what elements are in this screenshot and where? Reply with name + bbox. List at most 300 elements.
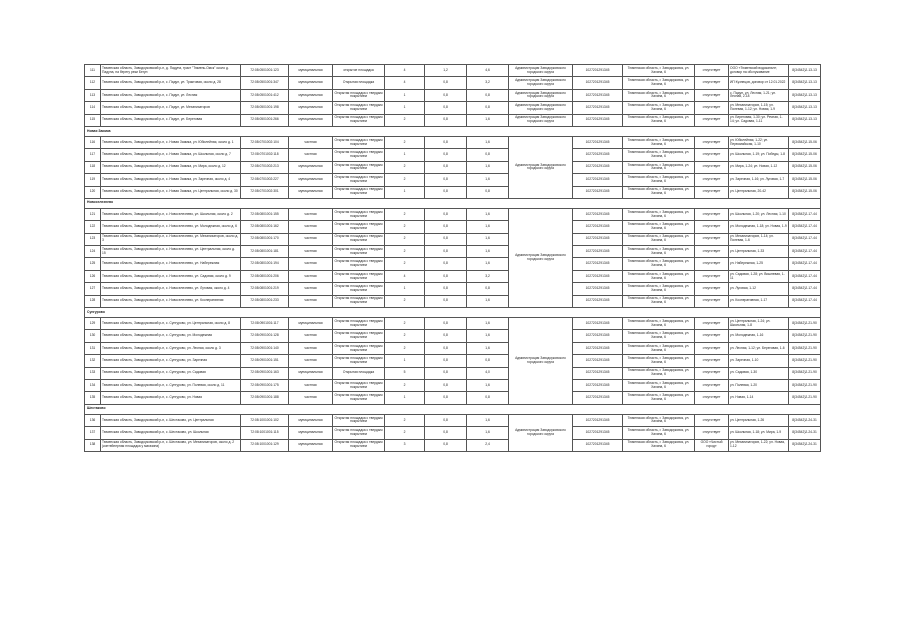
address-cell: Тюменская область, Заводоуковский р-н, с. Новоселезнево, ул. Школьная, около д. 2 (101, 208, 241, 220)
owner-address-cell: Тюменская область, г. Заводоуковск, ул. Хахина, 6 (623, 270, 695, 282)
owner-org-cell: Администрация Заводоуковского городского округа (509, 114, 573, 126)
status-cell: отсутствует (695, 342, 729, 354)
section-row (85, 126, 821, 136)
site-type-cell: Открытая площадка с твердым покрытием (333, 283, 385, 295)
owner-org-cell: Администрация Заводоуковского городского округа (509, 318, 573, 405)
volume-cell: 0,8 (425, 392, 467, 404)
total-volume-cell: 1,6 (467, 342, 509, 354)
ownership-cell: муниципальная (289, 174, 333, 186)
table-row (85, 136, 821, 148)
volume-cell: 1,2 (425, 65, 467, 77)
table-row (85, 439, 821, 451)
total-volume-cell: 1,6 (467, 330, 509, 342)
address-cell: Тюменская область, Заводоуковский р-н, д. Падуна, тракт "Тюмень-Омск" около д. Падуна, на берегу реки Бегун (101, 65, 241, 77)
phone-cell: 8(34542)2-15-06 (789, 186, 821, 198)
owner-address-cell: Тюменская область, г. Заводоуковск, ул. Хахина, 6 (623, 330, 695, 342)
status-cell: отсутствует (695, 186, 729, 198)
owner-address-cell: Тюменская область, г. Заводоуковск, ул. Хахина, 6 (623, 283, 695, 295)
ogrn-cell: 1027201291345 (573, 439, 623, 451)
ogrn-cell: 1027201291345 (573, 342, 623, 354)
owner-address-cell: Тюменская область, г. Заводоуковск, ул. Хахина, 6 (623, 208, 695, 220)
phone-cell: 8(34542)2-17-44 (789, 295, 821, 307)
container-count-cell: 2 (385, 114, 425, 126)
container-count-cell: 2 (385, 233, 425, 245)
owner-org-cell: Администрация Заводоуковского городского округа (509, 208, 573, 307)
owner-org-cell: Администрация Заводоуковского городского округа (509, 89, 573, 101)
total-volume-cell: 1,6 (467, 318, 509, 330)
row-number: 135 (85, 392, 101, 404)
ogrn-cell: 1027201291345 (573, 89, 623, 101)
container-count-cell: 2 (385, 221, 425, 233)
cadastral-number-cell: 72:08:0501001:123 (241, 65, 289, 77)
table-row (85, 149, 821, 161)
served-objects-cell: ул. Механизаторов, 1-22; ул. Новая, 1-12 (729, 439, 789, 451)
address-cell: Тюменская область, Заводоуковский р-н, с. Новая Заимка, ул. Центральная, около д. 30 (101, 186, 241, 198)
phone-cell: 8(34542)2-13-13 (789, 89, 821, 101)
volume-cell: 0,8 (425, 258, 467, 270)
site-type-cell: Открытая площадка (333, 367, 385, 379)
table-row (85, 208, 821, 220)
cadastral-number-cell: 72:08:1001001:102 (241, 414, 289, 426)
ogrn-cell: 1027201291345 (573, 246, 623, 258)
ownership-cell: муниципальная (289, 102, 333, 114)
ogrn-cell: 1027201291345 (573, 136, 623, 148)
table-row (85, 283, 821, 295)
ogrn-cell: 1027201291345 (573, 221, 623, 233)
status-cell: отсутствует (695, 149, 729, 161)
served-objects-cell: ИП Кузнецов, договор от 12.01.2022 (729, 77, 789, 89)
address-cell: Тюменская область, Заводоуковский р-н, с. Падун, ул. Лесная (101, 89, 241, 101)
status-cell: отсутствует (695, 77, 729, 89)
owner-address-cell: Тюменская область, г. Заводоуковск, ул. Хахина, 6 (623, 233, 695, 245)
phone-cell: 8(34542)2-21-90 (789, 367, 821, 379)
total-volume-cell: 3,2 (467, 270, 509, 282)
phone-cell: 8(34542)2-17-44 (789, 233, 821, 245)
owner-org-cell: Администрация Заводоуковского городского округа (509, 65, 573, 77)
ogrn-cell: 1027201291345 (573, 233, 623, 245)
ownership-cell: муниципальная (289, 77, 333, 89)
address-cell: Тюменская область, Заводоуковский р-н, с. Шестаково, ул. Центральная (101, 414, 241, 426)
status-cell: отсутствует (695, 65, 729, 77)
site-type-cell: Открытая площадка с твердым покрытием (333, 114, 385, 126)
address-cell: Тюменская область, Заводоуковский р-н, с. Новоселезнево, ул. Садовая, около д. 9 (101, 270, 241, 282)
ownership-cell: частная (289, 379, 333, 391)
table-row (85, 367, 821, 379)
phone-cell: 8(34542)2-13-13 (789, 114, 821, 126)
cadastral-number-cell: 72:08:0701002:104 (241, 136, 289, 148)
ownership-cell: частная (289, 149, 333, 161)
ownership-cell: муниципальная (289, 65, 333, 77)
volume-cell: 0,8 (425, 330, 467, 342)
ogrn-cell: 1027201291345 (573, 186, 623, 198)
ogrn-cell: 1027201291345 (573, 295, 623, 307)
served-objects-cell: ул. Садовая, 1-30 (729, 367, 789, 379)
total-volume-cell: 0,8 (467, 283, 509, 295)
ogrn-cell: 1027201291345 (573, 355, 623, 367)
owner-address-cell: Тюменская область, г. Заводоуковск, ул. Хахина, 6 (623, 318, 695, 330)
ownership-cell: частная (289, 342, 333, 354)
status-cell: отсутствует (695, 318, 729, 330)
owner-address-cell: Тюменская область, г. Заводоуковск, ул. Хахина, 6 (623, 258, 695, 270)
cadastral-number-cell: 72:08:0801001:181 (241, 246, 289, 258)
ogrn-cell: 1027201291345 (573, 161, 623, 173)
served-objects-cell: ул. Лесная, 1-12; ул. Береговая, 1-6 (729, 342, 789, 354)
cadastral-number-cell: 72:08:0801001:170 (241, 233, 289, 245)
table-row (85, 318, 821, 330)
served-objects-cell: ул. Школьная, 1-20; ул. Лесная, 1-10 (729, 208, 789, 220)
phone-cell: 8(34542)2-21-90 (789, 379, 821, 391)
site-type-cell: Открытая площадка (333, 77, 385, 89)
volume-cell: 0,8 (425, 379, 467, 391)
volume-cell: 0,8 (425, 174, 467, 186)
table-row (85, 89, 821, 101)
served-objects-cell: ул. Школьная, 1-19; ул. Победы, 1-8 (729, 149, 789, 161)
row-number: 124 (85, 246, 101, 258)
row-number: 113 (85, 89, 101, 101)
container-count-cell: 2 (385, 246, 425, 258)
served-objects-cell: ул. Садовая, 1-28; ул. Вишневая, 1-11 (729, 270, 789, 282)
ownership-cell: частная (289, 270, 333, 282)
served-objects-cell: ул. Центральная, 1-33 (729, 246, 789, 258)
total-volume-cell: 1,6 (467, 161, 509, 173)
row-number: 132 (85, 355, 101, 367)
total-volume-cell: 0,8 (467, 102, 509, 114)
site-type-cell: Открытая площадка с твердым покрытием (333, 102, 385, 114)
ogrn-cell: 1027201291345 (573, 330, 623, 342)
container-count-cell: 2 (385, 258, 425, 270)
served-objects-cell: ул. Мира, 1-24; ул. Новая, 1-12 (729, 161, 789, 173)
table-row (85, 379, 821, 391)
total-volume-cell: 1,6 (467, 136, 509, 148)
address-cell: Тюменская область, Заводоуковский р-н, с. Новая Заимка, ул. Школьная, около д. 7 (101, 149, 241, 161)
site-type-cell: Открытая площадка с твердым покрытием (333, 379, 385, 391)
row-number: 133 (85, 367, 101, 379)
total-volume-cell: 1,6 (467, 233, 509, 245)
phone-cell: 8(34542)2-21-90 (789, 330, 821, 342)
ownership-cell: муниципальная (289, 114, 333, 126)
served-objects-cell: ул. Механизаторов, 1-15; ул. Полевая, 1-12; ул. Новая, 1-9 (729, 102, 789, 114)
total-volume-cell: 0,8 (467, 186, 509, 198)
section-row (85, 198, 821, 208)
row-number: 136 (85, 414, 101, 426)
site-type-cell: открытое площадка (333, 65, 385, 77)
address-cell: Тюменская область, Заводоуковский р-н, с. Новоселезнево, ул. Центральная, около д. 15 (101, 246, 241, 258)
volume-cell: 0,8 (425, 318, 467, 330)
ownership-cell: частная (289, 330, 333, 342)
row-number: 126 (85, 270, 101, 282)
phone-cell: 8(34542)2-24-31 (789, 439, 821, 451)
ogrn-cell: 1027201291345 (573, 414, 623, 426)
cadastral-number-cell: 72:08:0801001:219 (241, 283, 289, 295)
ownership-cell: частная (289, 208, 333, 220)
row-number: 137 (85, 427, 101, 439)
volume-cell: 0,8 (425, 149, 467, 161)
container-count-cell: 2 (385, 427, 425, 439)
phone-cell: 8(34542)2-24-31 (789, 427, 821, 439)
table-row (85, 65, 821, 77)
container-count-cell: 5 (385, 367, 425, 379)
served-objects-cell: ул. Кооперативная, 1-17 (729, 295, 789, 307)
volume-cell: 0,8 (425, 136, 467, 148)
ogrn-cell: 1027201291345 (573, 258, 623, 270)
container-count-cell: 2 (385, 342, 425, 354)
site-type-cell: Открытая площадка с твердым покрытием (333, 89, 385, 101)
owner-address-cell: Тюменская область, г. Заводоуковск, ул. Хахина, 6 (623, 392, 695, 404)
total-volume-cell: 1,6 (467, 174, 509, 186)
cadastral-number-cell: 72:08:1001001:129 (241, 439, 289, 451)
phone-cell: 8(34542)2-15-06 (789, 149, 821, 161)
ogrn-cell: 1027201291345 (573, 367, 623, 379)
owner-address-cell: Тюменская область, г. Заводоуковск, ул. Хахина, 6 (623, 367, 695, 379)
phone-cell: 8(34542)2-17-44 (789, 221, 821, 233)
site-type-cell: Открытая площадка с твердым покрытием (333, 270, 385, 282)
section-row (85, 404, 821, 414)
owner-address-cell: Тюменская область, г. Заводоуковск, ул. Хахина, 6 (623, 246, 695, 258)
served-objects-cell: ул. Береговая, 1-30; ул. Речная, 1-14; ул. Садовая, 1-11 (729, 114, 789, 126)
owner-address-cell: Тюменская область, г. Заводоуковск, ул. Хахина, 6 (623, 174, 695, 186)
container-count-cell: 1 (385, 149, 425, 161)
total-volume-cell: 1,6 (467, 379, 509, 391)
served-objects-cell: ул. Луговая, 1-12 (729, 283, 789, 295)
owner-address-cell: Тюменская область, г. Заводоуковск, ул. Хахина, 6 (623, 136, 695, 148)
ownership-cell: муниципальная (289, 318, 333, 330)
volume-cell: 0,8 (425, 77, 467, 89)
container-count-cell: 4 (385, 65, 425, 77)
served-objects-cell: ул. Заречная, 1-16; ул. Луговая, 1-7 (729, 174, 789, 186)
container-count-cell: 2 (385, 414, 425, 426)
ogrn-cell: 1027201291345 (573, 65, 623, 77)
total-volume-cell: 1,6 (467, 246, 509, 258)
phone-cell: 8(34542)2-21-90 (789, 392, 821, 404)
cadastral-number-cell: 72:08:0901001:117 (241, 318, 289, 330)
ownership-cell: частная (289, 355, 333, 367)
site-type-cell: Открытая площадка с твердым покрытием (333, 149, 385, 161)
cadastral-number-cell: 72:08:0701002:301 (241, 186, 289, 198)
status-cell: отсутствует (695, 208, 729, 220)
address-cell: Тюменская область, Заводоуковский р-н, с. Шестаково, ул. Школьная (101, 427, 241, 439)
owner-address-cell: Тюменская область, г. Заводоуковск, ул. Хахина, 6 (623, 427, 695, 439)
site-type-cell: Открытая площадка с твердым покрытием (333, 318, 385, 330)
owner-org-cell: Администрация Заводоуковского городского округа (509, 102, 573, 114)
table-row (85, 161, 821, 173)
row-number: 138 (85, 439, 101, 451)
ogrn-cell: 1027201291345 (573, 114, 623, 126)
owner-address-cell: Тюменская область, г. Заводоуковск, ул. Хахина, 6 (623, 186, 695, 198)
cadastral-number-cell: 72:08:0901001:140 (241, 342, 289, 354)
section-title: Сунгурово (85, 308, 821, 318)
owner-address-cell: Тюменская область, г. Заводоуковск, ул. Хахина, 6 (623, 77, 695, 89)
address-cell: Тюменская область, Заводоуковский р-н, с. Сунгурово, ул. Полевая, около д. 11 (101, 379, 241, 391)
ownership-cell: муниципальная (289, 161, 333, 173)
row-number: 112 (85, 77, 101, 89)
container-count-cell: 1 (385, 89, 425, 101)
address-cell: Тюменская область, Заводоуковский р-н, с. Новоселезнево, ул. Луговая, около д. 4 (101, 283, 241, 295)
status-cell: отсутствует (695, 330, 729, 342)
volume-cell: 0,8 (425, 89, 467, 101)
owner-address-cell: Тюменская область, г. Заводоуковск, ул. Хахина, 6 (623, 295, 695, 307)
section-row (85, 308, 821, 318)
container-count-cell: 2 (385, 174, 425, 186)
owner-org-cell: Администрация Заводоуковского городского округа (509, 136, 573, 198)
table-row (85, 330, 821, 342)
ogrn-cell: 1027201291345 (573, 283, 623, 295)
status-cell: отсутствует (695, 174, 729, 186)
table-row (85, 114, 821, 126)
table-row (85, 174, 821, 186)
served-objects-cell: ул. Юбилейная, 1-22; ул. Первомайская, 1-10 (729, 136, 789, 148)
status-cell: отсутствует (695, 136, 729, 148)
phone-cell: 8(34542)2-13-13 (789, 65, 821, 77)
owner-address-cell: Тюменская область, г. Заводоуковск, ул. Хахина, 6 (623, 342, 695, 354)
site-type-cell: Открытая площадка с твердым покрытием (333, 392, 385, 404)
served-objects-cell: ООО «Тюменский водоканал», договор на обслуживание (729, 65, 789, 77)
cadastral-number-cell: 72:08:0901001:175 (241, 379, 289, 391)
ownership-cell: муниципальная (289, 186, 333, 198)
owner-address-cell: Тюменская область, г. Заводоуковск, ул. Хахина, 6 (623, 114, 695, 126)
cadastral-number-cell: 72:08:0901001:163 (241, 367, 289, 379)
owner-address-cell: Тюменская область, г. Заводоуковск, ул. Хахина, 6 (623, 414, 695, 426)
ownership-cell: частная (289, 295, 333, 307)
site-type-cell: Открытая площадка с твердым покрытием (333, 295, 385, 307)
cadastral-number-cell: 72:08:0501001:266 (241, 114, 289, 126)
container-count-cell: 2 (385, 208, 425, 220)
phone-cell: 8(34542)2-15-06 (789, 174, 821, 186)
phone-cell: 8(34542)2-15-06 (789, 161, 821, 173)
phone-cell: 8(34542)2-21-90 (789, 318, 821, 330)
status-cell: отсутствует (695, 89, 729, 101)
status-cell: отсутствует (695, 392, 729, 404)
container-count-cell: 4 (385, 270, 425, 282)
table-row (85, 233, 821, 245)
volume-cell: 0,8 (425, 246, 467, 258)
ogrn-cell: 1027201291345 (573, 174, 623, 186)
address-cell: Тюменская область, Заводоуковский р-н, с. Сунгурово, ул. Заречная (101, 355, 241, 367)
cadastral-number-cell: 72:08:0701002:118 (241, 149, 289, 161)
row-number: 120 (85, 186, 101, 198)
owner-address-cell: Тюменская область, г. Заводоуковск, ул. Хахина, 6 (623, 161, 695, 173)
owner-address-cell: Тюменская область, г. Заводоуковск, ул. Хахина, 6 (623, 65, 695, 77)
container-count-cell: 1 (385, 283, 425, 295)
ownership-cell: частная (289, 258, 333, 270)
ogrn-cell: 1027201291345 (573, 270, 623, 282)
cadastral-number-cell: 72:08:0501001:347 (241, 77, 289, 89)
row-number: 118 (85, 161, 101, 173)
address-cell: Тюменская область, Заводоуковский р-н, с. Сунгурово, ул. Центральная, около д. 8 (101, 318, 241, 330)
address-cell: Тюменская область, Заводоуковский р-н, с. Сунгурово, ул. Новая (101, 392, 241, 404)
table-row (85, 295, 821, 307)
cadastral-number-cell: 72:08:0901001:151 (241, 355, 289, 367)
total-volume-cell: 4,6 (467, 65, 509, 77)
total-volume-cell: 1,6 (467, 208, 509, 220)
address-cell: Тюменская область, Заводоуковский р-н, с. Падун, ул. Береговая (101, 114, 241, 126)
total-volume-cell: 4,0 (467, 367, 509, 379)
volume-cell: 0,8 (425, 367, 467, 379)
cadastral-number-cell: 72:08:0501001:412 (241, 89, 289, 101)
row-number: 134 (85, 379, 101, 391)
owner-address-cell: Тюменская область, г. Заводоуковск, ул. Хахина, 6 (623, 102, 695, 114)
volume-cell: 0,8 (425, 295, 467, 307)
phone-cell: 8(34542)2-17-44 (789, 283, 821, 295)
address-cell: Тюменская область, Заводоуковский р-н, с. Новая Заимка, ул. Мира, около д. 12 (101, 161, 241, 173)
row-number: 121 (85, 208, 101, 220)
address-cell: Тюменская область, Заводоуковский р-н, с. Новоселезнево, ул. Молодежная, около д. 6 (101, 221, 241, 233)
phone-cell: 8(34542)2-21-90 (789, 342, 821, 354)
ownership-cell: частная (289, 136, 333, 148)
site-type-cell: Открытая площадка с твердым покрытием (333, 208, 385, 220)
volume-cell: 0,8 (425, 114, 467, 126)
row-number: 131 (85, 342, 101, 354)
volume-cell: 0,8 (425, 161, 467, 173)
total-volume-cell: 1,6 (467, 427, 509, 439)
status-cell: отсутствует (695, 114, 729, 126)
ownership-cell: муниципальная (289, 89, 333, 101)
total-volume-cell: 1,6 (467, 114, 509, 126)
total-volume-cell: 1,6 (467, 258, 509, 270)
phone-cell: 8(34542)2-13-13 (789, 102, 821, 114)
address-cell: Тюменская область, Заводоуковский р-н, с. Новоселезнево, ул. Кооперативная (101, 295, 241, 307)
owner-org-cell: Администрация Заводоуковского городского округа (509, 414, 573, 451)
served-objects-cell: ул. Механизаторов, 1-14; ул. Полевая, 1-6 (729, 233, 789, 245)
address-cell: Тюменская область, Заводоуковский р-н, с. Падун, ул. Механизаторов (101, 102, 241, 114)
total-volume-cell: 1,6 (467, 221, 509, 233)
row-number: 115 (85, 114, 101, 126)
status-cell: отсутствует (695, 233, 729, 245)
status-cell: отсутствует (695, 102, 729, 114)
site-type-cell: Открытая площадка с твердым покрытием (333, 414, 385, 426)
site-type-cell: Открытая площадка с твердым покрытием (333, 186, 385, 198)
volume-cell: 0,8 (425, 270, 467, 282)
volume-cell: 0,8 (425, 221, 467, 233)
site-type-cell: Открытая площадка с твердым покрытием (333, 221, 385, 233)
row-number: 128 (85, 295, 101, 307)
section-title: Шестаково (85, 404, 821, 414)
row-number: 116 (85, 136, 101, 148)
phone-cell: 8(34542)2-24-31 (789, 414, 821, 426)
ownership-cell: частная (289, 246, 333, 258)
address-cell: Тюменская область, Заводоуковский р-н, с. Новоселезнево, ул. Механизаторов, около д. 3 (101, 233, 241, 245)
row-number: 123 (85, 233, 101, 245)
total-volume-cell: 0,8 (467, 89, 509, 101)
phone-cell: 8(34542)2-17-44 (789, 208, 821, 220)
status-cell: отсутствует (695, 295, 729, 307)
address-cell: Тюменская область, Заводоуковский р-н, с. Шестаково, ул. Механизаторов, около д. 2 (контейнерная площадка у магазина) (101, 439, 241, 451)
cadastral-number-cell: 72:08:1001001:115 (241, 427, 289, 439)
volume-cell: 0,8 (425, 414, 467, 426)
container-count-cell: 2 (385, 295, 425, 307)
row-number: 127 (85, 283, 101, 295)
phone-cell: 8(34542)2-21-90 (789, 355, 821, 367)
status-cell: отсутствует (695, 379, 729, 391)
cadastral-number-cell: 72:08:0801001:162 (241, 221, 289, 233)
registry-table (84, 64, 821, 452)
row-number: 117 (85, 149, 101, 161)
table-row (85, 414, 821, 426)
table-row (85, 427, 821, 439)
ownership-cell: муниципальная (289, 367, 333, 379)
owner-address-cell: Тюменская область, г. Заводоуковск, ул. Хахина, 6 (623, 439, 695, 451)
container-count-cell: 1 (385, 392, 425, 404)
served-objects-cell: ул. Молодежная, 1-16 (729, 330, 789, 342)
status-cell: отсутствует (695, 161, 729, 173)
row-number: 111 (85, 65, 101, 77)
ownership-cell: частная (289, 221, 333, 233)
container-count-cell: 1 (385, 355, 425, 367)
total-volume-cell: 0,8 (467, 392, 509, 404)
address-cell: Тюменская область, Заводоуковский р-н, с. Новоселезнево, ул. Набережная (101, 258, 241, 270)
volume-cell: 0,8 (425, 102, 467, 114)
volume-cell: 0,8 (425, 427, 467, 439)
served-objects-cell: ул. Полевая, 1-20 (729, 379, 789, 391)
